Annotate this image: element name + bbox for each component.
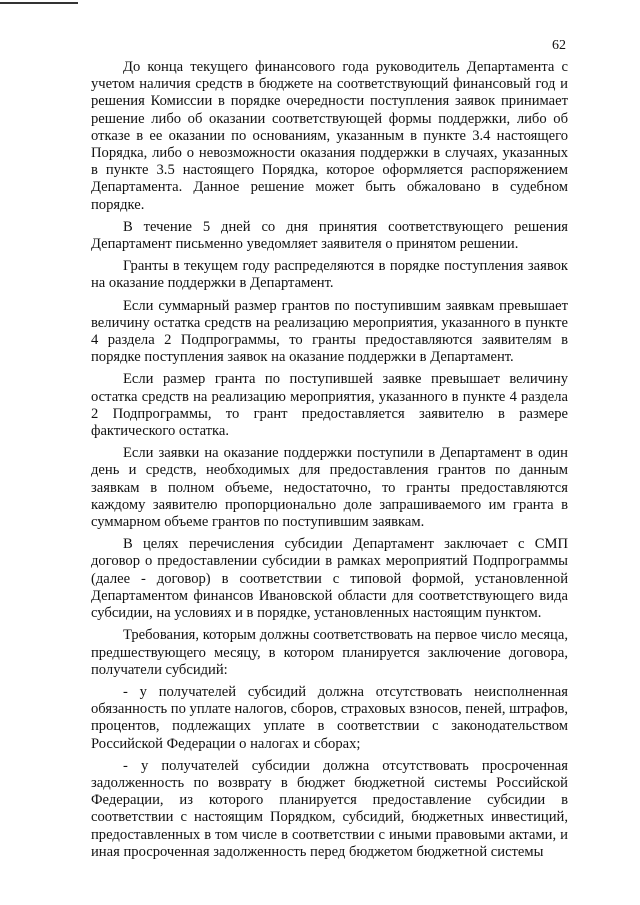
paragraph-decision: До конца текущего финансового года руководитель Департамента с учетом наличия средств в бюджете на соответствующий финансовый год и решения Комиссии в порядке очередности поступления заявок принимает решение либо об оказании соответствующей формы поддержки, либо об отказе в ее оказании по основаниям, указанным в пункте 3.4 настоящего Порядка, либо о невозможности оказания поддержки в случаях, указанных в пункте 3.5 настоящего Порядка, которое оформляется распоряжением Департамента. Данное решение может быть обжаловано в судебном порядке. — [91, 59, 568, 213]
paragraph-notification: В течение 5 дней со дня принятия соответствующего решения Департамент письменно уведомляет заявителя о принятом решении. — [91, 218, 568, 253]
paragraph-same-day: Если заявки на оказание поддержки поступили в Департамент в один день и средств, необходимых для предоставления грантов по данным заявкам в полном объеме, недостаточно, то гранты предоставляются каждому заявителю пропорционально доле запрашиваемого им гранта в суммарном объеме грантов по поступившим заявкам. — [91, 445, 568, 531]
paragraph-grant-order: Гранты в текущем году распределяются в порядке поступления заявок на оказание поддержки в Департамент. — [91, 258, 568, 292]
paragraph-req-taxes: - у получателей субсидий должна отсутствовать неисполненная обязанность по уплате налогов, сборов, страховых взносов, пеней, штрафов, процентов, подлежащих уплате в соответствии с законодательством Российской Федерации о налогах и сборах; — [91, 683, 568, 752]
top-rule — [0, 2, 78, 4]
paragraph-agreement: В целях перечисления субсидии Департамент заключает с СМП договор о предоставлении субсидии в рамках мероприятий Подпрограммы (далее - договор) в соответствии с типовой формой, установленной Департаментом финансов Ивановской области для соответствующего вида субсидии, на условиях и в порядке, установленных настоящим пунктом. — [91, 536, 568, 622]
paragraph-total-exceeds: Если суммарный размер грантов по поступившим заявкам превышает величину остатка средств на реализацию мероприятия, указанного в пункте 4 раздела 2 Подпрограммы, то гранты предоставляются заявителям в порядке поступления заявок на оказание поддержки в Департамент. — [91, 297, 568, 366]
document-body — [91, 59, 568, 866]
paragraph-single-exceeds: Если размер гранта по поступившей заявке превышает величину остатка средств на реализацию мероприятия, указанного в пункте 4 раздела 2 Подпрограммы, то грант предоставляется заявителю в размере фактического остатка. — [91, 371, 568, 440]
page-number: 62 — [552, 38, 566, 53]
paragraph-req-debt: - у получателей субсидии должна отсутствовать просроченная задолженность по возврату в бюджет бюджетной системы Российской Федерации, из которого планируется предоставление субсидии в соответствии с настоящим Порядком, субсидий, бюджетных инвестиций, предоставленных в том числе в соответствии с иными правовыми актами, и иная просроченная задолженность перед бюджетом бюджетной системы — [91, 757, 568, 860]
paragraph-requirements: Требования, которым должны соответствовать на первое число месяца, предшествующего месяцу, в котором планируется заключение договора, получатели субсидий: — [91, 627, 568, 678]
